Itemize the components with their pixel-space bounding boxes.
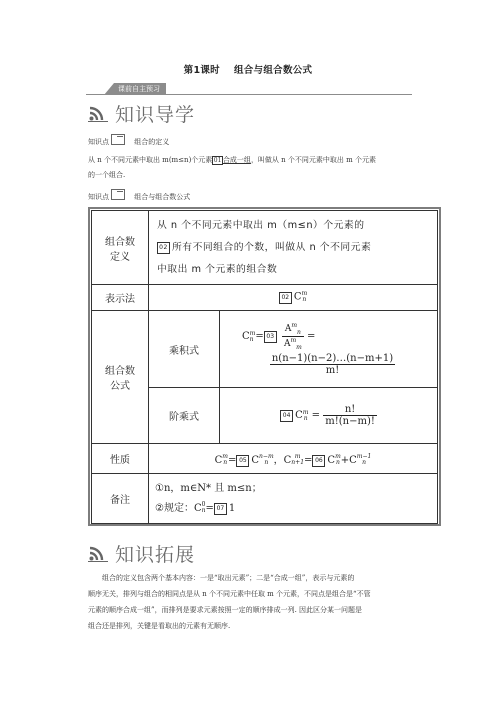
property-cell: C m n = 05 C n−m n ，C m n+1 = 06 C m n +C m−1 n — [149, 444, 438, 474]
sub-label-factorial: 阶乘式 — [149, 388, 220, 444]
row-label-definition: 组合数 定义 — [92, 211, 149, 285]
section-title: 知识导学 — [115, 104, 196, 126]
section-tag: 课前自主预习 — [114, 83, 166, 95]
row-label-remarks: 备注 — [92, 474, 149, 524]
table-row-remarks — [92, 474, 438, 524]
point-prefix: 知识点 — [88, 138, 109, 146]
def-text-b: ，叫做从 n 个不同元素中取出 m 个元素 — [250, 156, 376, 164]
notation-cell: 02 C m n — [149, 285, 438, 311]
table-row-property — [92, 444, 438, 474]
signal-icon — [88, 542, 108, 562]
def-text-c: 的一个组合. — [88, 171, 126, 179]
def-underlined: 合成一组 — [222, 156, 251, 164]
product-numerator: n(n−1)(n−2)…(n−m+1) — [271, 352, 394, 364]
lesson-topic: 组合与组合数公式 — [233, 65, 313, 76]
extension-line-3: 元素的顺序合成一组”，而排列是要求元素按照一定的顺序排成一列. 因此区分某一问题是 — [88, 606, 363, 614]
factorial-denominator: m!(n−m)! — [325, 416, 375, 427]
point-prefix: 知识点 — [88, 193, 109, 201]
def-text-a: 从 n 个不同元素中取出 m(m≤n)个元素 — [88, 156, 213, 164]
def-line-2: 所有不同组合的个数，叫做从 n 个不同元素 — [172, 242, 372, 253]
remark-line-2: ②规定：C — [155, 502, 202, 514]
extension-paragraph — [88, 570, 430, 634]
page-title — [0, 62, 496, 76]
notation-symbol: C — [293, 291, 302, 303]
section-title: 知识拓展 — [115, 544, 196, 566]
sub-label-product: 乘积式 — [149, 311, 220, 388]
lesson-number: 第1课时 — [183, 65, 220, 76]
product-formula-cell: C m n = 03 $\frac{A^m_n}{A^m_m}$ = $\frac{n(n-1)(n-2)\dots(n-m+1)}{m!}$ — [220, 311, 438, 388]
knowledge-point-2 — [88, 189, 190, 204]
definition-cell — [149, 211, 438, 285]
point-number-box-icon — [111, 189, 125, 200]
point-label: 组合的定义 — [134, 138, 170, 146]
answer-box-02: 02 — [157, 242, 170, 254]
product-denominator: m! — [325, 364, 340, 376]
table-row-definition — [92, 211, 438, 285]
answer-box-01: 01 — [213, 157, 222, 164]
extension-line-1: 组合的定义包含两个基本内容：一是“取出元素”；二是“合成一组”，表示与元素的 — [102, 574, 355, 582]
remarks-cell: ①n，m∈N* 且 m≤n； ②规定：C 0 n = 07 1 — [149, 474, 438, 524]
row-label-property: 性质 — [92, 444, 149, 474]
table-row-notation — [92, 285, 438, 311]
answer-box-02b: 02 — [279, 292, 292, 304]
def-line-3: 中取出 m 个元素的组合数 — [157, 264, 278, 275]
combination-table — [91, 210, 438, 524]
remark-value: 1 — [228, 502, 236, 514]
extension-line-4: 组合还是排列，关键是看取出的元素有无顺序. — [88, 622, 231, 630]
point-number-box-icon — [111, 134, 125, 145]
remark-line-1: ①n，m∈N* 且 m≤n； — [155, 482, 262, 494]
answer-box-04: 04 — [280, 410, 293, 422]
point-label: 组合与组合数公式 — [134, 193, 191, 201]
answer-box-06: 06 — [312, 455, 325, 467]
section-tag-bar — [86, 83, 412, 95]
table-row-formula-product — [92, 311, 438, 388]
def-line-1: 从 n 个不同元素中取出 m（m≤n）个元素的 — [157, 220, 365, 231]
signal-icon — [88, 102, 108, 122]
knowledge-point-1 — [88, 134, 169, 149]
extension-line-2: 顺序无关，排列与组合的相同点是从 n 个不同元素中任取 m 个元素，不同点是组合是“不管 — [88, 590, 371, 598]
answer-box-07: 07 — [214, 503, 227, 515]
row-label-formula: 组合数 公式 — [92, 311, 149, 444]
answer-box-03: 03 — [264, 331, 277, 343]
row-label-notation: 表示法 — [92, 285, 149, 311]
factorial-formula-cell: 04 C m n = $\frac{n!}{m!(n-m)!}$ — [220, 388, 438, 444]
answer-box-05: 05 — [236, 455, 249, 467]
definition-paragraph — [88, 153, 428, 182]
factorial-numerator: n! — [323, 404, 377, 416]
